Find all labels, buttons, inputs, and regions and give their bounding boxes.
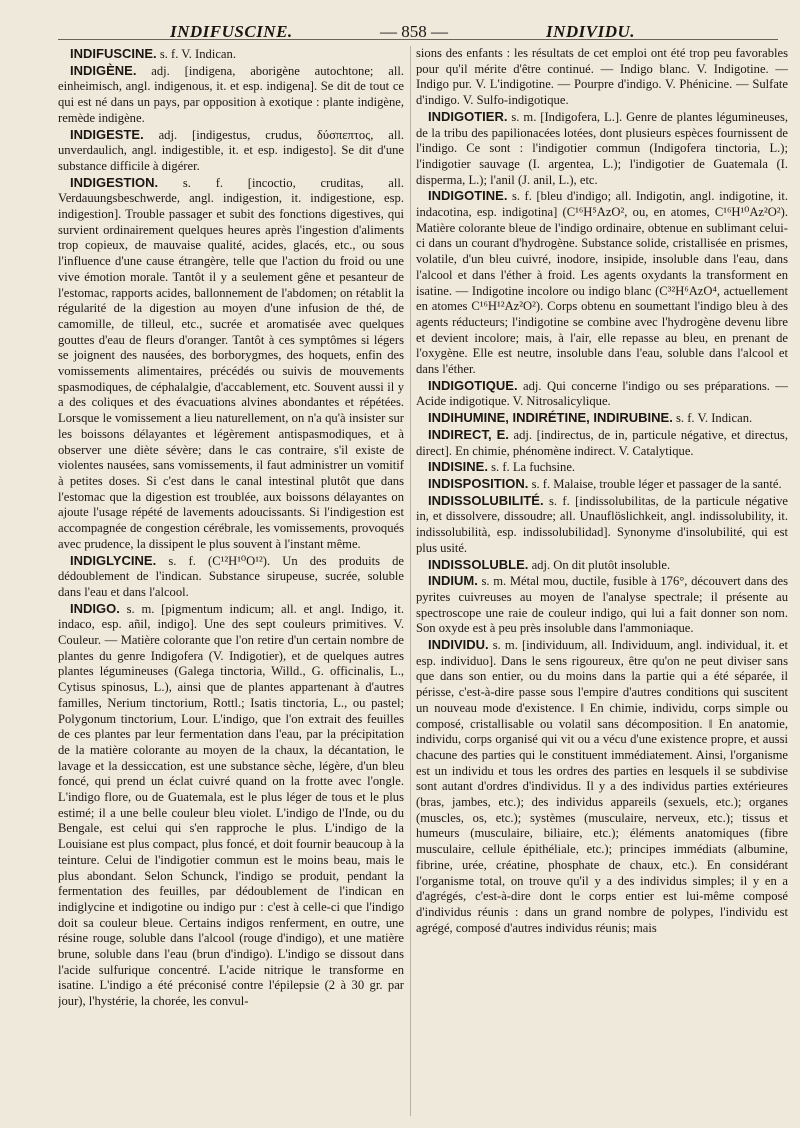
header-right-headword: INDIVIDU. xyxy=(546,22,636,41)
page-number: — 858 — xyxy=(380,22,448,41)
text-columns xyxy=(58,46,788,1116)
entry-indissoluble: INDISSOLUBLE. adj. On dit plutôt insoluble. xyxy=(428,556,671,572)
left-column xyxy=(58,46,404,1116)
entry-indigotine: INDIGOTINE. s. f. [bleu d'indigo; all. Indigotin, angl. indigotine, it. indacotina, esp. indigotina] (C¹⁶H⁵AzO², ou, en atomes, C¹⁶H¹⁰Az²O²). Matière colorante bleue de l'indigo ordinaire, obtenue en sublimant celui-ci dans un courant d'hydrogène. Substance solide, cristallisée en prismes, volatile, d'un bleu cuivré, inodore, insipide, insoluble dans l'eau, dans l'alcool et dans l'éther à froid. Les agents oxydants la transforment en isatine. — Indigotine incolore ou indigo blanc (C³²H⁶AzO⁴, actuellement en atomes C¹⁶H¹²Az²O²). Corps obtenu en soumettant l'indigo bleu à des agents réducteurs; l'indigotine se combine avec l'hydrogène devenu libre et devient incolore; mais, à l'air, elle repasse au bleu, en prenant de l'oxygène. Elle est neutre, insoluble dans l'eau, soluble dans l'alcool et dans l'éther. xyxy=(416,188,788,377)
entry-indihumine: INDIHUMINE, INDIRÉTINE, INDIRUBINE. s. f. V. Indican. xyxy=(428,410,753,426)
entry-indigotique: INDIGOTIQUE. adj. Qui concerne l'indigo ou ses préparations. — Acide indigotique. V. Nitrosalicylique. xyxy=(416,377,788,409)
entry-indisine: INDISINE. s. f. La fuchsine. xyxy=(428,459,576,475)
header-rule xyxy=(58,39,778,40)
entry-indifuscine: INDIFUSCINE. s. f. V. Indican. xyxy=(70,46,236,61)
entry-indigotier: INDIGOTIER. s. m. [Indigofera, L.]. Genre de plantes légumineuses, de la tribu des papilionacées lotées, dont plusieurs espèces fournissent de l'indigo. Ce sont : l'indigotier commun (Indigofera tinctoria, L.); l'indigotier sauvage (I. argentea, L.); l'indigotier de Guatemala (I. disperma, L.); l'anil (J. anil, L.), etc. xyxy=(416,108,788,187)
entry-indium: INDIUM. s. m. Métal mou, ductile, fusible à 176°, découvert dans des pyrites cuivreuses au moyen de l'analyse spectrale; il présente au spectroscope une raie de couleur indigo, qui lui a fait donner son nom. Son oxyde est à peu près insoluble dans l'ammoniaque. xyxy=(416,573,788,636)
entry-indigene: INDIGÈNE. adj. [indigena, aborigène autochtone; all. einheimisch, angl. indigenous, it. et esp. indigena]. Se dit de tout ce qui est né dans un pays, par opposition à exotique : plante indigène, remède indigène. xyxy=(58,62,404,125)
header-left-headword: INDIFUSCINE. xyxy=(170,22,293,41)
column-divider xyxy=(410,46,411,1116)
entry-indisposition: INDISPOSITION. s. f. Malaise, trouble léger et passager de la santé. xyxy=(428,475,782,491)
entry-indigestion: INDIGESTION. s. f. [incoctio, cruditas, all. Verdauungsbeschwerde, angl. indigestion, it. indigestione, esp. indigestion]. Trouble passager et subit des fonctions digestives, qui survient ordinairement quelques heures après l'ingestion d'aliments trop copieux, de mauvaise qualité, acides, glacés, etc., ou sous l'influence d'une cause étrangère, telle que l'action du froid ou une vive émotion morale. Tantôt il y a seulement gêne et pesanteur de l'estomac, rapports acides, ballonnement de l'abdomen; on rétablit la régularité de la digestion au moyen d'une infusion de thé, de camomille, de tilleul, etc., sucrée et aromatisée avec quelques gouttes d'eau de fleurs d'oranger. Tantôt à ces symptômes si légers se joignent des nausées, des borborygmes, des hoquets, enfin des vomissements alimentaires, précédés ou suivis de mouvements spasmodiques, de céphalalgie, d'accablement, etc. Souvent aussi il y a des coliques et des évacuations alvines abondantes et répétées. Lorsque le vomissement a lieu naturellement, on n'a qu'à insister sur les boissons délayantes et légèrement antispasmodiques, et à observer une diète sévère; dans le cas contraire, s'il existe de violentes nausées, sans vomissements, il faut administrer un vomitif à petites doses. Si c'est dans le canal intestinal plutôt que dans l'estomac que la digestion est troublée, aux boissons délayantes on ajoute l'usage répété de lavements adoucissants. Si l'indigestion est accompagnée de congestion cérébrale, les vomissements, provoqués avec prudence, la dissipent le plus souvent à l'instant même. xyxy=(58,174,404,551)
right-column xyxy=(416,46,788,1116)
entry-indigo: INDIGO. s. m. [pigmentum indicum; all. et angl. Indigo, it. indaco, esp. añil, indigo]. Une des sept couleurs primitives. V. Couleur. — Matière colorante que l'on retire d'un certain nombre de plantes du genre Indigofera (V. Indigotier), et de quelques autres plantes légumineuses (Galega tinctoria, Willd., G. officinalis, L., Cytisus spinosus, L.), ainsi que de plantes appartenant à d'autres familles, Nerium tinctorium, Rottl.; Isatis tinctoria, L., ou pastel; Polygonum tinctorium, Lour. L'indigo, que l'on extrait des feuilles de ces plantes par leur fermentation dans l'eau, par la précipitation de la matière colorante au moyen de la chaux, la décantation, le lavage et la dessiccation, est une substance sèche, légère, d'un bleu foncé, qui prend un éclat cuivré quand on la frotte avec l'ongle. L'indigo flore, ou de Guatemala, est le plus léger de tous et le plus estimé; il a une belle couleur bleu violet. L'indigo de l'Inde, ou du Bengale, est celui qui s'en rapproche le plus. L'indigo de la Louisiane est plus compact, plus foncé, et doit fournir beaucoup à la teinture. Celui de l'indigotier commun est le moins beau, mais le plus abondant. Selon Schunck, l'indigo se produit, pendant la fermentation des feuilles, par dédoublement de l'indican en indiglycine et indigotine ou indigo pur : c'est à celle-ci que l'indigo doit sa couleur bleue. Certains indigos renferment, en outre, une résine rouge, soluble dans l'alcool (rouge d'indigo), et une matière brune, soluble dans l'eau (brun d'indigo). L'indigo se dissout dans l'acide sulfurique concentré. L'acide nitrique le transforme en isatine. L'indigo a été préconisé contre l'épilepsie (2 à 30 gr. par jour), l'hystérie, la chorée, les convul- xyxy=(58,600,404,1009)
entry-indigo-continued: sions des enfants : les résultats de cet emploi ont été trop peu favorables pour qu'il mérite d'être continué. — Indigo blanc. V. Indigotine. — Indigo pur. V. L'indigotine. — Pourpre d'indigo. V. Phénicine. — Sulfate d'indigo. V. Sulfo-indigotique. xyxy=(416,46,788,108)
entry-indissolubilite: INDISSOLUBILITÉ. s. f. [indissolubilitas, de la particule négative in, et dissolvere, dissoudre; all. Unauflöslichkeit, angl. indissolubility, it. indissolubilità, esp. indissolubilidad]. Synonyme d'insolubilité, qui est plus usité. xyxy=(416,492,788,555)
entry-indigeste: INDIGESTE. adj. [indigestus, crudus, δύσπεπτος, all. unverdaulich, angl. indigestible, it. et esp. indigesto]. Se dit d'une substance difficile à digérer. xyxy=(58,126,404,173)
entry-individu: INDIVIDU. s. m. [individuum, all. Individuum, angl. individual, it. et esp. individuo]. Dans le sens rigoureux, être qu'on ne peut diviser sans que dans son entier, ou du moins dans la partie qui a été séparée, il périsse, c'est-à-dire passe sous l'empire d'autres conditions qui suscitent un nouveau mode d'existence. ‖ En chimie, individu, corps simple ou composé, cristallisable ou volatil sans décomposition. ‖ En anatomie, individu, corps organisé qui vit ou a vécu d'une existence propre, et aussi chacune des parties qui le constituent immédiatement. Ainsi, l'organisme est un individu et tous les ordres des parties en lesquels il se subdivise sont autant d'ordres d'individus. Il y a des individus parties extérieures (bras, jambes, etc.); des individus appareils (sexuels, etc.); organes (muscles, os, etc.); systèmes (musculaire, nerveux, etc.); tissus et humeurs (musculaire, biliaire, etc.); éléments anatomiques (fibre musculaire, cellule épithéliale, etc.); principes immédiats (albumine, fibrine, urée, créatine, phosphate de chaux, etc.). En considérant l'organisme total, on trouve qu'il y a des individus simples; il y en a d'agrégés, c'est-à-dire dont le corps entier est lui-même composé d'individus réunis : dans un grand nombre de polypes, l'individu est agrégé, composé d'autres individus réunis; mais xyxy=(416,637,788,935)
entry-indiglycine: INDIGLYCINE. s. f. (C¹²H¹⁰O¹²). Un des produits de dédoublement de l'indican. Substance sirupeuse, sucrée, soluble dans l'eau et dans l'alcool. xyxy=(58,552,404,599)
entry-indirect: INDIRECT, E. adj. [indirectus, de in, particule négative, et directus, direct]. En chimie, phénomène indirect. V. Catalytique. xyxy=(416,426,788,458)
